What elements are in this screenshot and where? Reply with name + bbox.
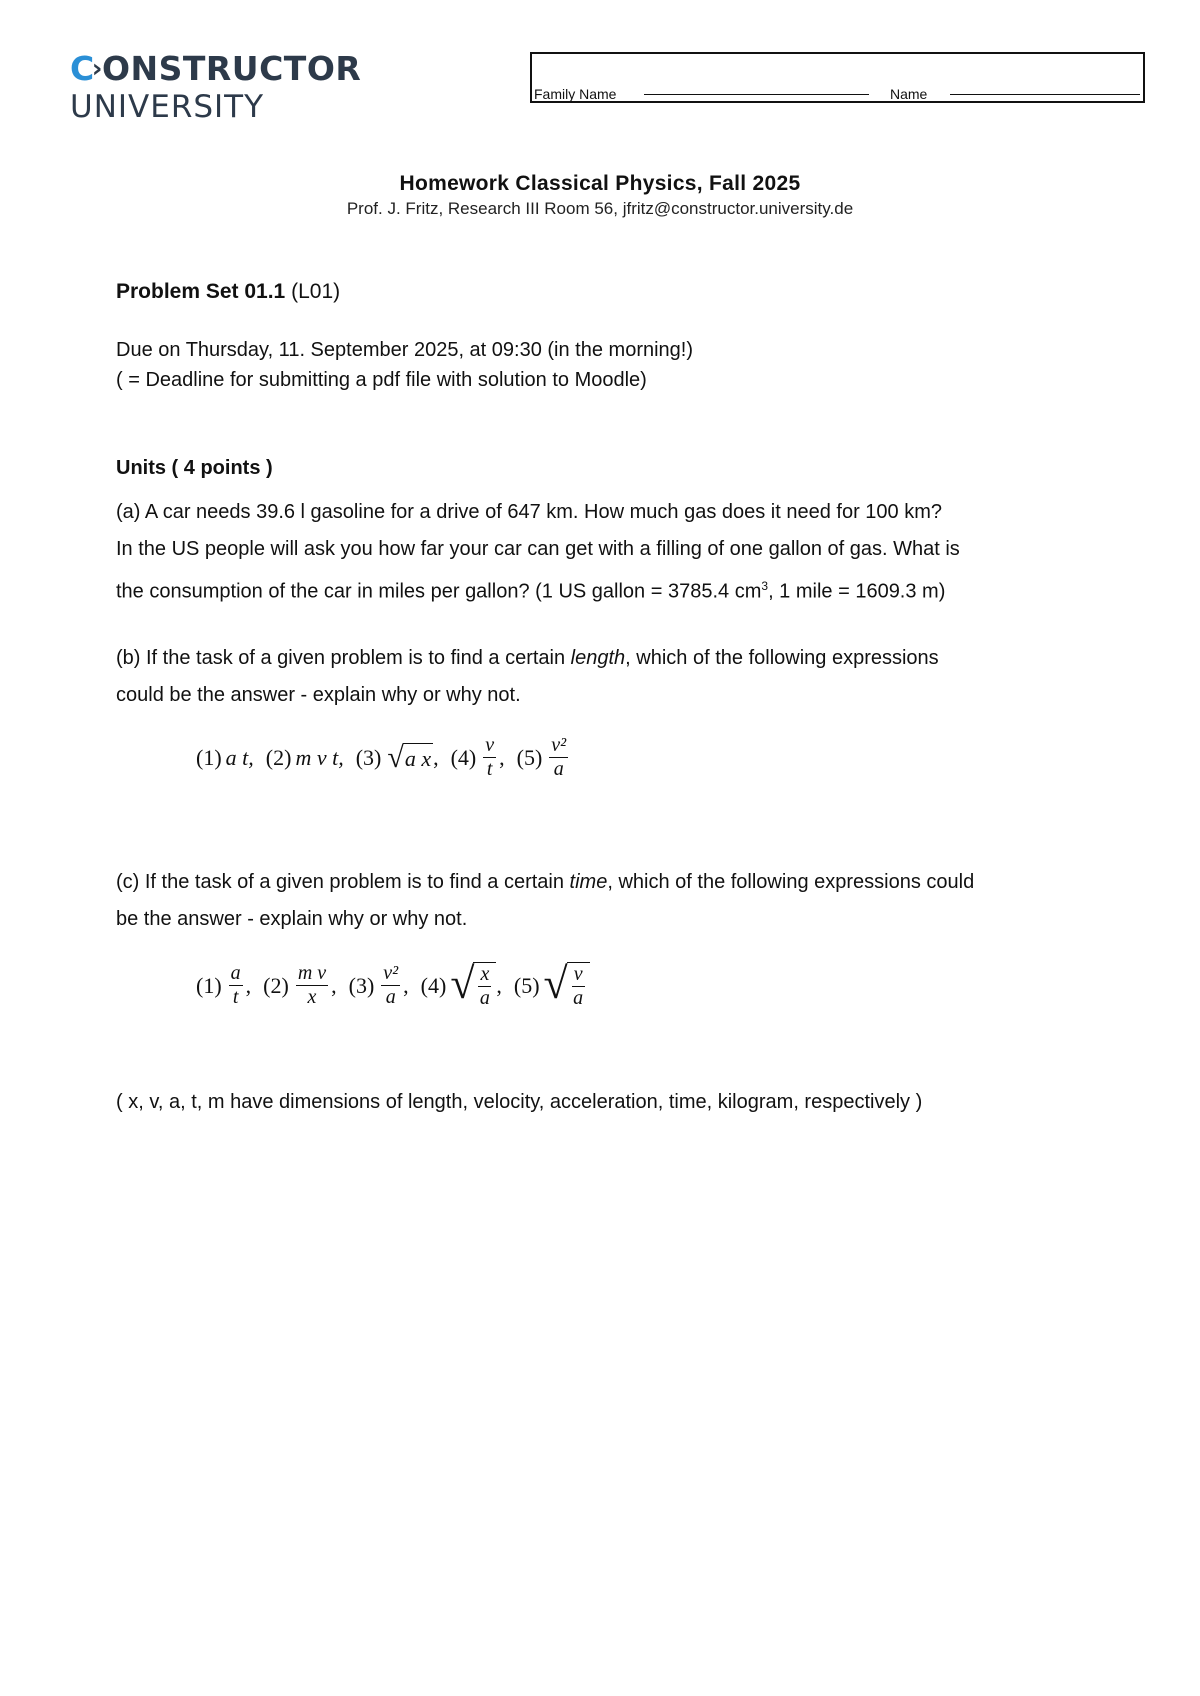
part-c-expressions [196, 959, 590, 1009]
frac-den: a [553, 758, 564, 780]
part-b-expressions [196, 735, 571, 780]
sqrt-icon: √ [387, 740, 404, 774]
part-b-emphasis: length [570, 647, 626, 669]
part-a-line3-text: the consumption of the car in miles per gallon? (1 US gallon = 3785.4 cm [116, 580, 762, 603]
expr-b2: m v t, [295, 744, 344, 770]
expr-label: (1) [196, 744, 222, 770]
page-title: Homework Classical Physics, Fall 2025 [399, 172, 801, 195]
frac-num: a [230, 962, 241, 984]
expr-comma: , [433, 744, 439, 770]
sqrt-under [473, 962, 496, 1009]
part-c-line1-text: (c) If the task of a given problem is to find a certain [116, 871, 570, 893]
frac-num: v [573, 963, 583, 985]
part-b-line1-end: , which of the following expressions [625, 647, 939, 669]
expr-label: (5) [516, 744, 543, 770]
due-line: Due on Thursday, 11. September 2025, at 09:30 (in the morning!) [116, 339, 694, 361]
frac-den: a [479, 987, 490, 1009]
expr-label: (4) [420, 972, 447, 998]
part-a-line3 [116, 568, 1106, 610]
family-name-field[interactable] [644, 94, 869, 95]
name-box [530, 52, 1145, 103]
frac-num: v² [551, 734, 567, 756]
expr-comma: , [499, 744, 505, 770]
expr-label: (1) [196, 972, 222, 998]
section-heading: Units ( 4 points ) [116, 457, 273, 479]
expr-label: (3) [348, 972, 375, 998]
part-c-emphasis: time [569, 871, 608, 893]
expr-c2 [296, 963, 328, 1008]
expr-b1: a t, [225, 744, 254, 770]
part-c-line2: be the answer - explain why or why not. [116, 908, 468, 930]
frac-num: m v [297, 962, 327, 984]
name-field[interactable] [950, 94, 1140, 95]
frac-den: x [307, 986, 317, 1008]
logo-arrow-icon: › [91, 54, 103, 84]
part-a-line1: (a) A car needs 39.6 l gasoline for a drive of 647 km. How much gas does it need for 100 km? [116, 501, 943, 523]
part-b-line1-text: (b) If the task of a given problem is to find a certain [116, 647, 571, 669]
name-label: Name [890, 86, 928, 102]
sqrt-icon: √ [450, 959, 475, 1008]
part-a-line2: In the US people will ask you how far your car can get with a filling of one gallon of gas. What is [116, 538, 960, 560]
expr-comma: , [331, 972, 337, 998]
frac [572, 964, 585, 1009]
logo-word: ONSTRUCTOR [101, 49, 362, 88]
logo-university-word: UNIVERSITY [70, 89, 265, 125]
frac-den: t [486, 758, 493, 780]
expr-label: (2) [263, 972, 289, 998]
expr-comma: , [496, 972, 502, 998]
expr-c1 [229, 963, 243, 1008]
expr-b4 [483, 735, 496, 780]
expr-b5 [549, 735, 568, 780]
deadline-line: ( = Deadline for submitting a pdf file with solution to Moodle) [116, 369, 647, 391]
frac-num: v [485, 734, 495, 756]
expr-c5 [543, 959, 590, 1009]
footnote: ( x, v, a, t, m have dimensions of length, velocity, acceleration, time, kilogram, respectively ) [116, 1091, 923, 1113]
family-name-label: Family Name [534, 86, 617, 102]
expr-c4 [450, 959, 496, 1009]
sqrt-icon: √ [543, 959, 568, 1008]
frac [478, 964, 491, 1009]
expr-comma: , [403, 972, 409, 998]
part-b-line1 [116, 640, 1106, 676]
expr-label: (2) [265, 744, 292, 770]
expr-label: (4) [450, 744, 477, 770]
sqrt-under [567, 962, 590, 1009]
page-subtitle: Prof. J. Fritz, Research III Room 56, jfritz@constructor.university.de [346, 199, 854, 218]
part-a-line3-end: , 1 mile = 1609.3 m) [768, 580, 946, 603]
expr-label: (5) [513, 972, 540, 998]
problem-set-label: Problem Set 01.1 [116, 280, 286, 303]
expr-b3-radicand: a x [403, 743, 433, 773]
frac-num: v² [383, 962, 399, 984]
part-c-line1 [116, 864, 1106, 900]
frac-den: a [573, 987, 584, 1009]
problem-set-lecture: (L01) [291, 280, 341, 303]
part-b-line2: could be the answer - explain why or why not. [116, 684, 521, 706]
superscript: 3 [761, 579, 769, 593]
expr-b3 [387, 740, 433, 774]
logo-c: C [70, 49, 95, 88]
frac-den: a [385, 986, 396, 1008]
expr-comma: , [245, 972, 252, 998]
expr-label: (3) [355, 744, 382, 770]
problem-set-heading [116, 280, 340, 304]
frac-num: x [480, 963, 490, 985]
university-logo [70, 49, 362, 88]
expr-c3 [381, 963, 400, 1008]
frac-den: t [232, 986, 239, 1008]
part-c-line1-end: , which of the following expressions could [607, 871, 975, 893]
